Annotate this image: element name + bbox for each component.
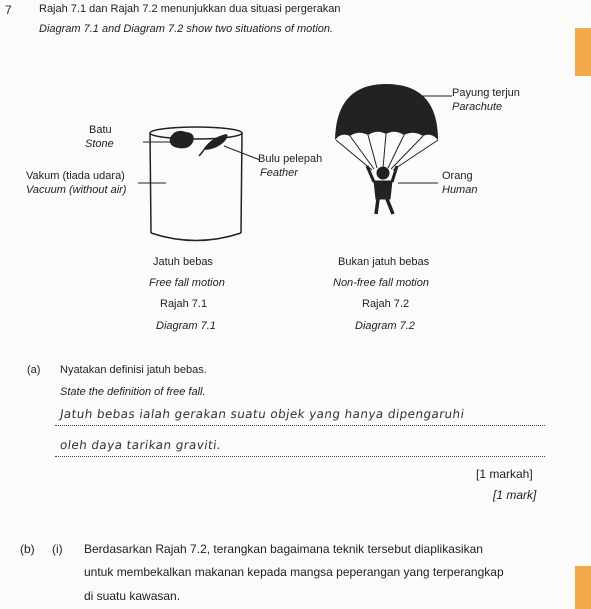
part-b-text-line2: untuk membekalkan makanan kepada mangsa peperangan yang terperangkap [84,565,504,579]
answer-dotted-line [55,456,545,457]
intro-malay: Rajah 7.1 dan Rajah 7.2 menunjukkan dua situasi pergerakan [39,3,341,15]
stone-label-english: Stone [85,138,114,150]
diagram1-caption-english: Free fall motion [149,277,225,289]
intro-english: Diagram 7.1 and Diagram 7.2 show two situations of motion. [39,23,334,35]
mark-english: [1 mark] [493,488,537,502]
diagram1-title-english: Diagram 7.1 [156,320,216,332]
diagram2-title-english: Diagram 7.2 [355,320,415,332]
vacuum-label-malay: Vakum (tiada udara) [26,170,125,182]
feather-label-malay: Bulu pelepah [258,153,323,165]
diagram2-title-malay: Rajah 7.2 [362,298,410,310]
diagram2-caption-malay: Bukan jatuh bebas [338,256,430,268]
vacuum-label-english: Vacuum (without air) [26,184,127,196]
parachute-label-malay: Payung terjun [452,87,520,99]
diagram2-caption-english: Non-free fall motion [333,277,429,289]
answer-dotted-line [55,425,545,426]
human-figure [367,166,397,214]
human-label-malay: Orang [442,170,473,182]
feather-label-english: Feather [260,167,298,179]
parachute-canopy [335,84,438,140]
diagram1-title-malay: Rajah 7.1 [160,298,208,310]
part-b-sub-label: (i) [52,542,63,556]
part-a-label: (a) [27,364,41,376]
parachute-label-english: Parachute [452,101,503,113]
answer-handwriting-line1: Jatuh bebas ialah gerakan suatu objek yang hanya dipengaruhi [59,407,466,421]
answer-handwriting-line2: oleh daya tarikan graviti. [59,438,223,452]
diagram1-caption-malay: Jatuh bebas [153,256,213,268]
stone-label-malay: Batu [89,124,112,136]
question-number: 7 [5,3,12,17]
mark-malay: [1 markah] [476,467,533,481]
human-label-english: Human [442,184,478,196]
feather-shape [203,134,228,150]
vacuum-cylinder [150,127,242,241]
stone-shape [170,131,194,149]
part-a-question-malay: Nyatakan definisi jatuh bebas. [60,364,207,376]
part-b-label: (b) [20,542,35,556]
part-b-text-line1: Berdasarkan Rajah 7.2, terangkan bagaimana teknik tersebut diaplikasikan [84,542,483,556]
parachute-lines [336,134,438,170]
part-a-question-english: State the definition of free fall. [60,386,206,398]
part-b-text-line3: di suatu kawasan. [84,589,181,603]
